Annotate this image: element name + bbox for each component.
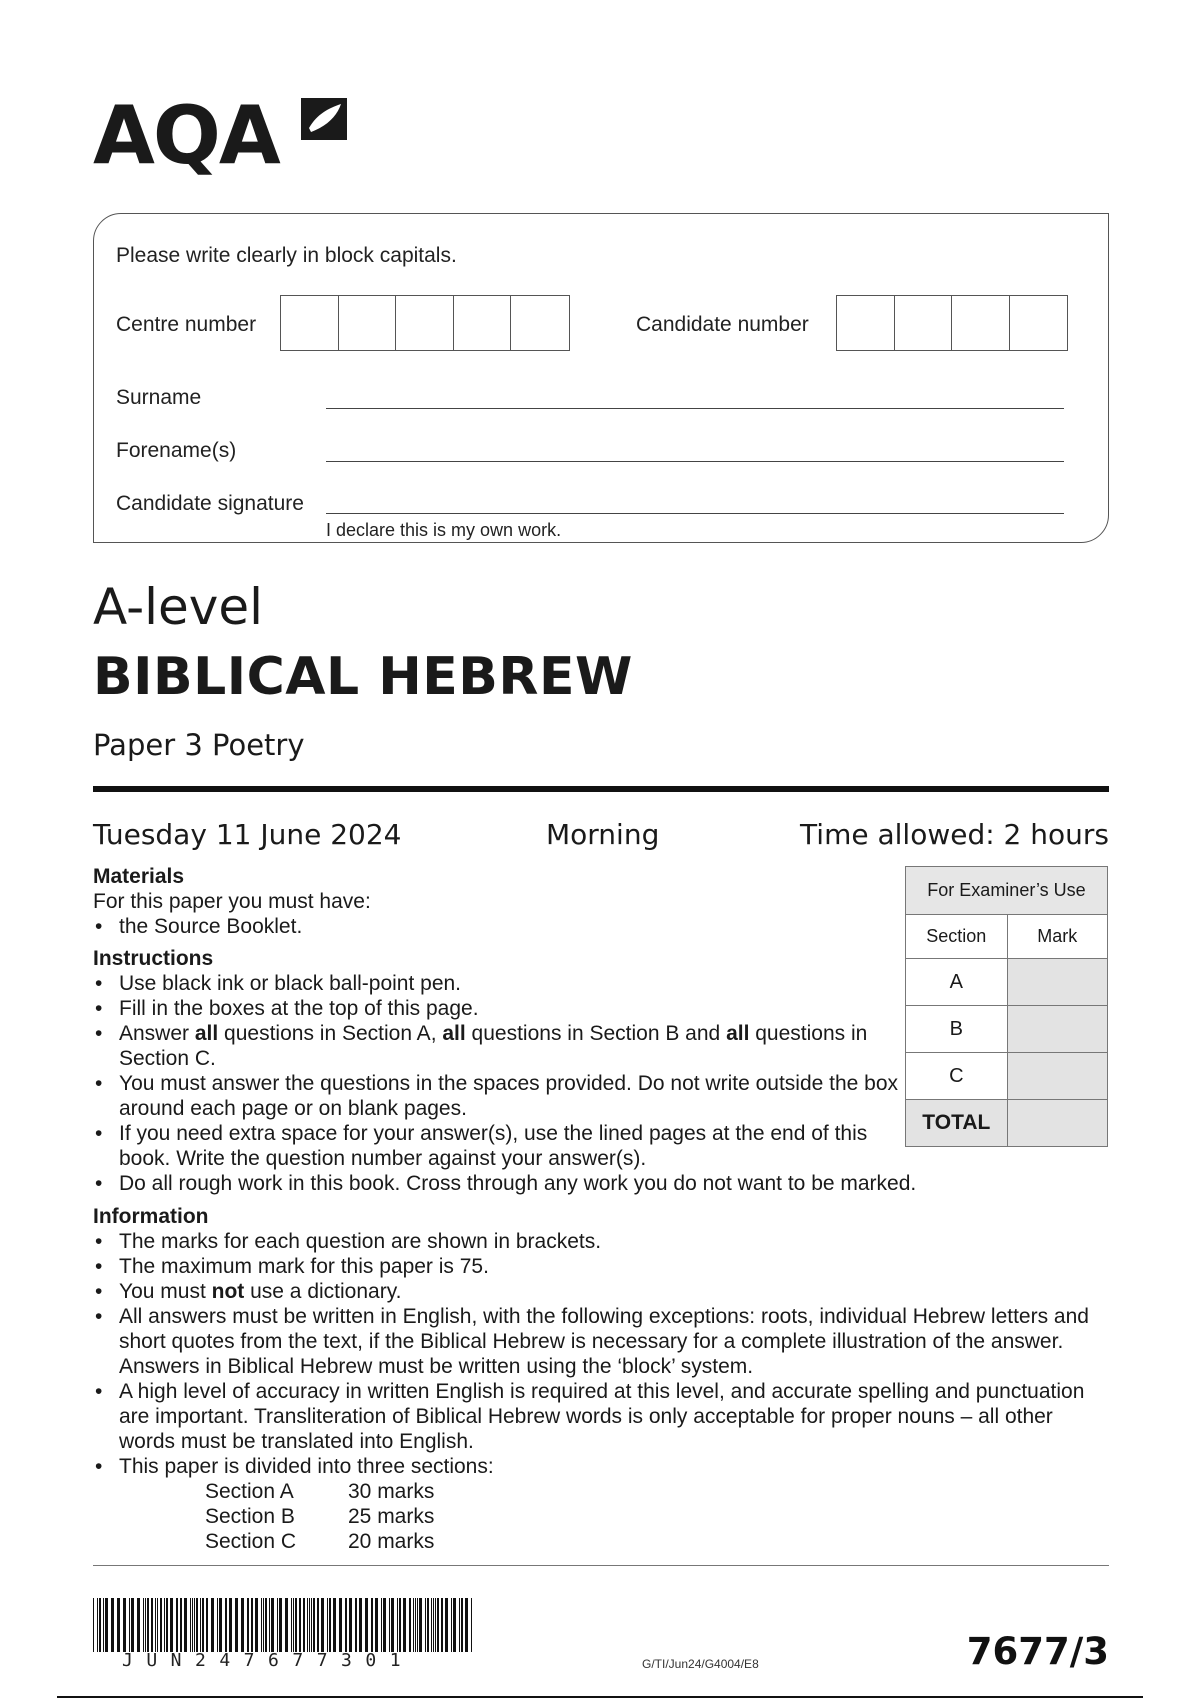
- information-item: • The maximum mark for this paper is 75.: [93, 1254, 1109, 1279]
- section-marks-row: [205, 1529, 1109, 1554]
- section-marks-row: [205, 1479, 1109, 1504]
- subject-title: BIBLICAL HEBREW: [93, 647, 633, 707]
- barcode-bar: [279, 1598, 282, 1652]
- title-divider: [93, 786, 1109, 792]
- barcode-bar: [265, 1598, 267, 1652]
- instruction-item: • Use black ink or black ball-point pen.: [93, 971, 903, 996]
- barcode-bar: [461, 1598, 463, 1652]
- barcode-bar: [103, 1598, 104, 1652]
- footer-divider: [93, 1565, 1109, 1566]
- barcode-bar: [333, 1598, 336, 1652]
- barcode-bar: [465, 1598, 468, 1652]
- barcode-bar: [99, 1598, 101, 1652]
- barcode-bar: [309, 1598, 310, 1652]
- barcode-bar: [413, 1598, 414, 1652]
- barcode-bar: [389, 1598, 390, 1652]
- materials-heading: Materials: [93, 865, 185, 888]
- candidate-number-digit[interactable]: [1010, 296, 1068, 350]
- barcode-bar: [225, 1598, 227, 1652]
- barcode-bar: [451, 1598, 452, 1652]
- barcode-bar: [261, 1598, 262, 1652]
- barcode-bar: [93, 1598, 94, 1652]
- barcode-bar: [417, 1598, 418, 1652]
- barcode-bar: [441, 1598, 443, 1652]
- barcode-bar: [383, 1598, 386, 1652]
- barcode-bar: [155, 1598, 156, 1652]
- mark-cell: [1007, 1006, 1107, 1053]
- time-allowed: Time allowed: 2 hours: [800, 818, 1109, 851]
- candidate-number-digit[interactable]: [952, 296, 1010, 350]
- aqa-logo-text: AQA: [93, 89, 279, 182]
- barcode-bar: [255, 1598, 258, 1652]
- candidate-number-label: Candidate number: [636, 313, 809, 336]
- barcode-bar: [293, 1598, 294, 1652]
- barcode-bar: [295, 1598, 297, 1652]
- barcode-bar: [419, 1598, 422, 1652]
- barcode: [93, 1598, 475, 1652]
- barcode-bar: [433, 1598, 434, 1652]
- instruction-item: • Do all rough work in this book. Cross through any work you do not want to be marked.: [93, 1171, 1129, 1196]
- signature-field[interactable]: [326, 513, 1064, 514]
- surname-field[interactable]: [326, 408, 1064, 409]
- section-cell: C: [906, 1053, 1008, 1100]
- barcode-bar: [349, 1598, 352, 1652]
- barcode-bar: [194, 1598, 195, 1652]
- barcode-bar: [200, 1598, 201, 1652]
- barcode-bar: [147, 1598, 149, 1652]
- barcode-number: JUN247677301: [122, 1650, 415, 1671]
- barcode-bar: [160, 1598, 162, 1652]
- section-name: Section B: [205, 1505, 295, 1528]
- barcode-bar: [311, 1598, 312, 1652]
- information-heading: Information: [93, 1205, 209, 1228]
- examiners-use-table: [905, 866, 1108, 1147]
- barcode-bar: [285, 1598, 288, 1652]
- barcode-bar: [397, 1598, 398, 1652]
- information-item: • The marks for each question are shown in brackets.: [93, 1229, 1109, 1254]
- declaration-text: I declare this is my own work.: [326, 520, 562, 540]
- mark-column-header: Mark: [1007, 915, 1107, 959]
- instructions-heading: Instructions: [93, 947, 214, 970]
- barcode-bar: [166, 1598, 168, 1652]
- barcode-bar: [229, 1598, 232, 1652]
- exam-date: Tuesday 11 June 2024: [93, 818, 402, 851]
- mark-cell: [1007, 1053, 1107, 1100]
- aqa-logo-mark: [297, 92, 351, 146]
- barcode-bar: [202, 1598, 204, 1652]
- barcode-bar: [453, 1598, 456, 1652]
- barcode-bar: [206, 1598, 208, 1652]
- total-label: TOTAL: [906, 1100, 1008, 1147]
- candidate-number-field[interactable]: [836, 295, 1068, 351]
- barcode-bar: [409, 1598, 411, 1652]
- instruction-item: • Fill in the boxes at the top of this page.: [93, 996, 903, 1021]
- section-marks: 20 marks: [348, 1530, 435, 1553]
- barcode-bar: [339, 1598, 342, 1652]
- barcode-bar: [327, 1598, 328, 1652]
- barcode-bar: [427, 1598, 429, 1652]
- signature-label: Candidate signature: [116, 492, 304, 515]
- centre-number-digit[interactable]: [454, 296, 512, 350]
- barcode-bar: [97, 1598, 98, 1652]
- candidate-number-digit[interactable]: [837, 296, 895, 350]
- instruction-item: • You must answer the questions in the spaces provided. Do not write outside the box around each page or on blank pages.: [93, 1071, 899, 1121]
- barcode-bar: [196, 1598, 198, 1652]
- barcode-bar: [365, 1598, 368, 1652]
- paper-code: 7677/3: [966, 1630, 1109, 1673]
- section-name: Section A: [205, 1480, 294, 1503]
- section-marks-list: [205, 1479, 1109, 1554]
- instruction-item: • Answer all questions in Section A, all questions in Section B and all questions in Section C.: [93, 1021, 903, 1071]
- materials-intro: For this paper you must have:: [93, 890, 371, 913]
- mark-cell: [1007, 959, 1107, 1006]
- examiners-use-title: For Examiner’s Use: [906, 867, 1108, 915]
- barcode-bar: [129, 1598, 130, 1652]
- barcode-bar: [271, 1598, 274, 1652]
- exam-session: Morning: [546, 818, 660, 851]
- barcode-bar: [299, 1598, 301, 1652]
- barcode-bar: [345, 1598, 347, 1652]
- barcode-bar: [415, 1598, 416, 1652]
- section-column-header: Section: [906, 915, 1008, 959]
- surname-label: Surname: [116, 386, 202, 409]
- forenames-field[interactable]: [326, 461, 1064, 462]
- barcode-bar: [164, 1598, 165, 1652]
- barcode-bar: [263, 1598, 264, 1652]
- information-item: • A high level of accuracy in written English is required at this level, and accurate spelling and punctuation are important. Transliteration of Biblical Hebrew words is only acceptable for proper nouns – all other words must be translated into English.: [93, 1379, 1109, 1454]
- barcode-bar: [111, 1598, 114, 1652]
- section-name: Section C: [205, 1530, 297, 1553]
- total-mark-cell: [1007, 1100, 1107, 1147]
- barcode-bar: [431, 1598, 432, 1652]
- barcode-bar: [399, 1598, 401, 1652]
- barcode-bar: [371, 1598, 373, 1652]
- section-cell: B: [906, 1006, 1008, 1053]
- barcode-bar: [219, 1598, 222, 1652]
- materials-item: • the Source Booklet.: [93, 914, 893, 939]
- barcode-bar: [117, 1598, 120, 1652]
- barcode-bar: [329, 1598, 331, 1652]
- barcode-bar: [355, 1598, 357, 1652]
- barcode-bar: [471, 1598, 472, 1652]
- qualification-level: A-level: [93, 578, 264, 636]
- barcode-bar: [131, 1598, 134, 1652]
- materials-section: [93, 865, 893, 939]
- barcode-bar: [123, 1598, 126, 1652]
- centre-number-field[interactable]: [280, 295, 570, 351]
- barcode-bar: [170, 1598, 173, 1652]
- barcode-bar: [143, 1598, 144, 1652]
- centre-number-digit[interactable]: [511, 296, 569, 350]
- section-cell: A: [906, 959, 1008, 1006]
- forenames-label: Forename(s): [116, 439, 237, 462]
- barcode-bar: [437, 1598, 439, 1652]
- barcode-bar: [303, 1598, 305, 1652]
- barcode-bar: [391, 1598, 394, 1652]
- information-item: • This paper is divided into three sections:: [93, 1454, 1109, 1479]
- section-marks: 25 marks: [348, 1505, 435, 1528]
- candidate-number-digit[interactable]: [895, 296, 953, 350]
- barcode-bar: [435, 1598, 436, 1652]
- barcode-bar: [190, 1598, 191, 1652]
- centre-number-digit[interactable]: [281, 296, 339, 350]
- barcode-bar: [157, 1598, 158, 1652]
- barcode-bar: [176, 1598, 178, 1652]
- page-bottom-edge: [57, 1696, 1143, 1698]
- barcode-bar: [359, 1598, 362, 1652]
- information-item: • You must not use a dictionary.: [93, 1279, 1109, 1304]
- centre-number-label: Centre number: [116, 313, 257, 336]
- barcode-bar: [137, 1598, 140, 1652]
- barcode-bar: [381, 1598, 382, 1652]
- barcode-bar: [217, 1598, 218, 1652]
- barcode-bar: [445, 1598, 448, 1652]
- barcode-bar: [184, 1598, 187, 1652]
- barcode-bar: [211, 1598, 214, 1652]
- barcode-bar: [403, 1598, 406, 1652]
- paper-title: Paper 3 Poetry: [93, 728, 305, 762]
- barcode-bar: [180, 1598, 182, 1652]
- barcode-bar: [459, 1598, 460, 1652]
- document-reference-code: G/TI/Jun24/G4004/E8: [642, 1657, 759, 1671]
- barcode-bar: [313, 1598, 315, 1652]
- barcode-bar: [251, 1598, 253, 1652]
- barcode-bar: [151, 1598, 153, 1652]
- barcode-bar: [192, 1598, 193, 1652]
- barcode-bar: [247, 1598, 249, 1652]
- barcode-bar: [307, 1598, 308, 1652]
- centre-number-digit[interactable]: [396, 296, 454, 350]
- barcode-bar: [425, 1598, 426, 1652]
- barcode-bar: [317, 1598, 319, 1652]
- information-item: • All answers must be written in English, with the following exceptions: roots, individual Hebrew letters and short quotes from the text, if the Biblical Hebrew is necessary for a complete illustration of the answer. Answers in Biblical Hebrew must be written using the ‘block’ system.: [93, 1304, 1109, 1379]
- barcode-bar: [235, 1598, 238, 1652]
- information-section: [93, 1205, 1109, 1554]
- barcode-bar: [277, 1598, 278, 1652]
- instruction-item: • If you need extra space for your answer(s), use the lined pages at the end of this book. Write the question number against your answer(s).: [93, 1121, 899, 1171]
- barcode-bar: [241, 1598, 244, 1652]
- barcode-bar: [375, 1598, 378, 1652]
- centre-number-digit[interactable]: [339, 296, 397, 350]
- barcode-bar: [321, 1598, 324, 1652]
- barcode-bar: [269, 1598, 270, 1652]
- barcode-bar: [291, 1598, 292, 1652]
- section-marks: 30 marks: [348, 1480, 435, 1503]
- section-marks-row: [205, 1504, 1109, 1529]
- block-capitals-instruction: Please write clearly in block capitals.: [116, 244, 457, 267]
- barcode-bar: [105, 1598, 108, 1652]
- instructions-section: [93, 947, 917, 1196]
- barcode-bar: [145, 1598, 146, 1652]
